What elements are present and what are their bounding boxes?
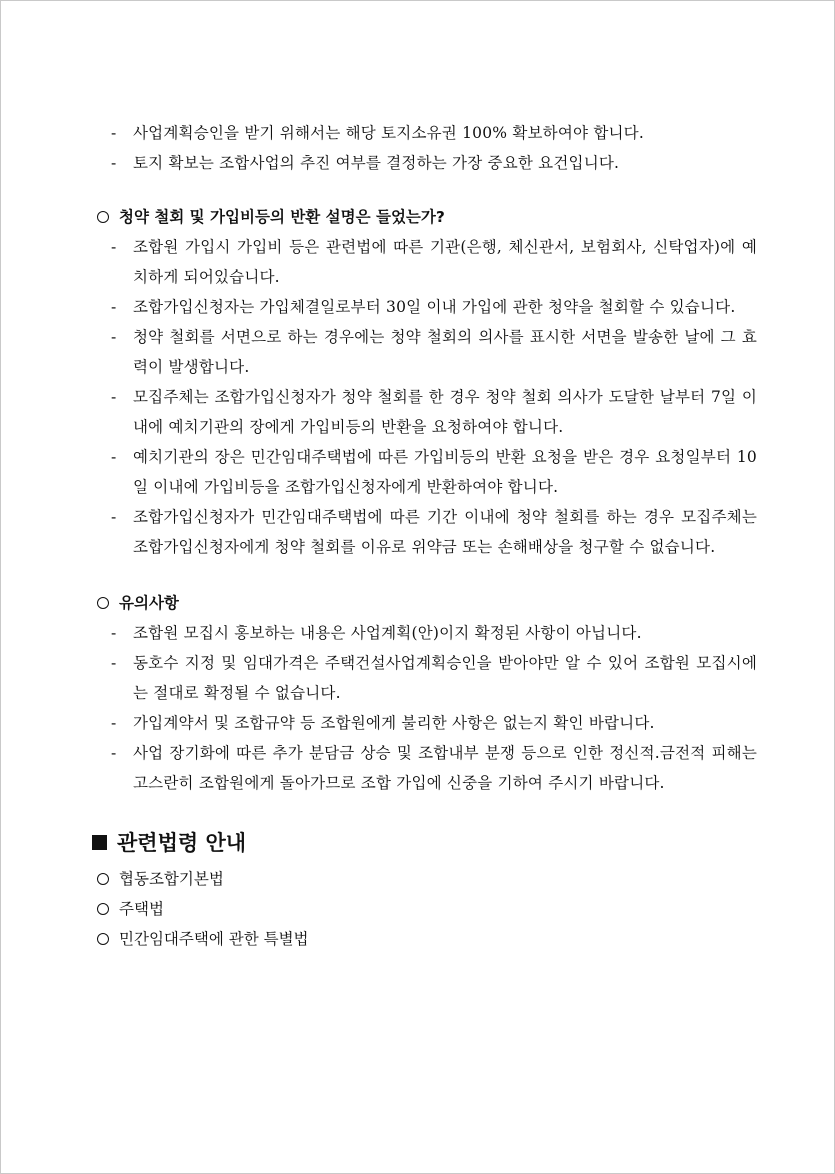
- list-item-text: 청약 철회를 서면으로 하는 경우에는 청약 철회의 의사를 표시한 서면을 발송한 날에 그 효력이 발생합니다.: [133, 328, 757, 376]
- list-item-text: 사업 장기화에 따른 추가 분담금 상승 및 조합내부 분쟁 등으로 인한 정신적.금전적 피해는 고스란히 조합원에게 돌아가므로 조합 가입에 신중을 기하여 주시기 바랍니다.: [133, 744, 757, 792]
- dash-marker: -: [111, 298, 117, 316]
- dash-marker: -: [111, 238, 117, 256]
- list-item-text: 조합가입신청자는 가입체결일로부터 30일 이내 가입에 관한 청약을 철회할 수 있습니다.: [133, 298, 736, 316]
- dash-marker: -: [111, 508, 117, 526]
- law-item: [91, 894, 757, 924]
- dash-marker: -: [111, 448, 117, 466]
- list-item-text: 조합원 모집시 홍보하는 내용은 사업계획(안)이지 확정된 사항이 아닙니다.: [133, 624, 642, 642]
- list-item: [111, 118, 757, 148]
- list-item: [111, 618, 757, 648]
- list-item: [111, 502, 757, 562]
- withdrawal-heading-text: 청약 철회 및 가입비등의 반환 설명은 들었는가?: [119, 208, 445, 226]
- dash-marker: -: [111, 328, 117, 346]
- withdrawal-heading: [91, 202, 757, 232]
- withdrawal-list: [91, 232, 757, 562]
- list-item-text: 가입계약서 및 조합규약 등 조합원에게 불리한 사항은 없는지 확인 바랍니다.: [133, 714, 655, 732]
- list-item-text: 토지 확보는 조합사업의 추진 여부를 결정하는 가장 중요한 요건입니다.: [133, 154, 620, 172]
- dash-marker: -: [111, 714, 117, 732]
- law-item: [91, 924, 757, 954]
- circle-bullet-icon: [97, 211, 109, 223]
- dash-marker: -: [111, 124, 117, 142]
- dash-marker: -: [111, 744, 117, 762]
- list-item-text: 조합가입신청자가 민간임대주택법에 따른 기간 이내에 청약 철회를 하는 경우 모집주체는 조합가입신청자에게 청약 철회를 이유로 위약금 또는 손해배상을 청구할 수 없습니다.: [133, 508, 757, 556]
- list-item-text: 예치기관의 장은 민간임대주택법에 따른 가입비등의 반환 요청을 받은 경우 요청일부터 10일 이내에 가입비등을 조합가입신청자에게 반환하여야 합니다.: [133, 448, 757, 496]
- circle-bullet-icon: [97, 873, 109, 885]
- cautions-heading-text: 유의사항: [119, 594, 179, 612]
- dash-marker: -: [111, 388, 117, 406]
- list-item-text: 사업계획승인을 받기 위해서는 해당 토지소유권 100% 확보하여야 합니다.: [133, 124, 644, 142]
- document-content: [91, 118, 757, 954]
- laws-heading-text: 관련법령 안내: [117, 831, 247, 855]
- list-item: [111, 738, 757, 798]
- dash-marker: -: [111, 154, 117, 172]
- dash-marker: -: [111, 624, 117, 642]
- square-bullet-icon: [92, 835, 107, 850]
- dash-marker: -: [111, 654, 117, 672]
- list-item-text: 동호수 지정 및 임대가격은 주택건설사업계획승인을 받아야만 알 수 있어 조합원 모집시에는 절대로 확정될 수 없습니다.: [133, 654, 757, 702]
- list-item: [111, 648, 757, 708]
- list-item-text: 모집주체는 조합가입신청자가 청약 철회를 한 경우 청약 철회 의사가 도달한 날부터 7일 이내에 예치기관의 장에게 가입비등의 반환을 요청하여야 합니다.: [133, 388, 757, 436]
- circle-bullet-icon: [97, 597, 109, 609]
- circle-bullet-icon: [97, 903, 109, 915]
- law-item-text: 주택법: [119, 900, 164, 918]
- cautions-heading: [91, 588, 757, 618]
- laws-heading: [91, 826, 757, 860]
- law-item: [91, 864, 757, 894]
- list-item: [111, 148, 757, 178]
- list-item: [111, 442, 757, 502]
- list-item: [111, 708, 757, 738]
- list-item: [111, 232, 757, 292]
- law-item-text: 협동조합기본법: [119, 870, 224, 888]
- cautions-list: [91, 618, 757, 798]
- list-item: [111, 322, 757, 382]
- list-item: [111, 382, 757, 442]
- intro-list: [91, 118, 757, 178]
- list-item-text: 조합원 가입시 가입비 등은 관련법에 따른 기관(은행, 체신관서, 보험회사, 신탁업자)에 예치하게 되어있습니다.: [133, 238, 757, 286]
- list-item: [111, 292, 757, 322]
- circle-bullet-icon: [97, 933, 109, 945]
- law-item-text: 민간임대주택에 관한 특별법: [119, 930, 309, 948]
